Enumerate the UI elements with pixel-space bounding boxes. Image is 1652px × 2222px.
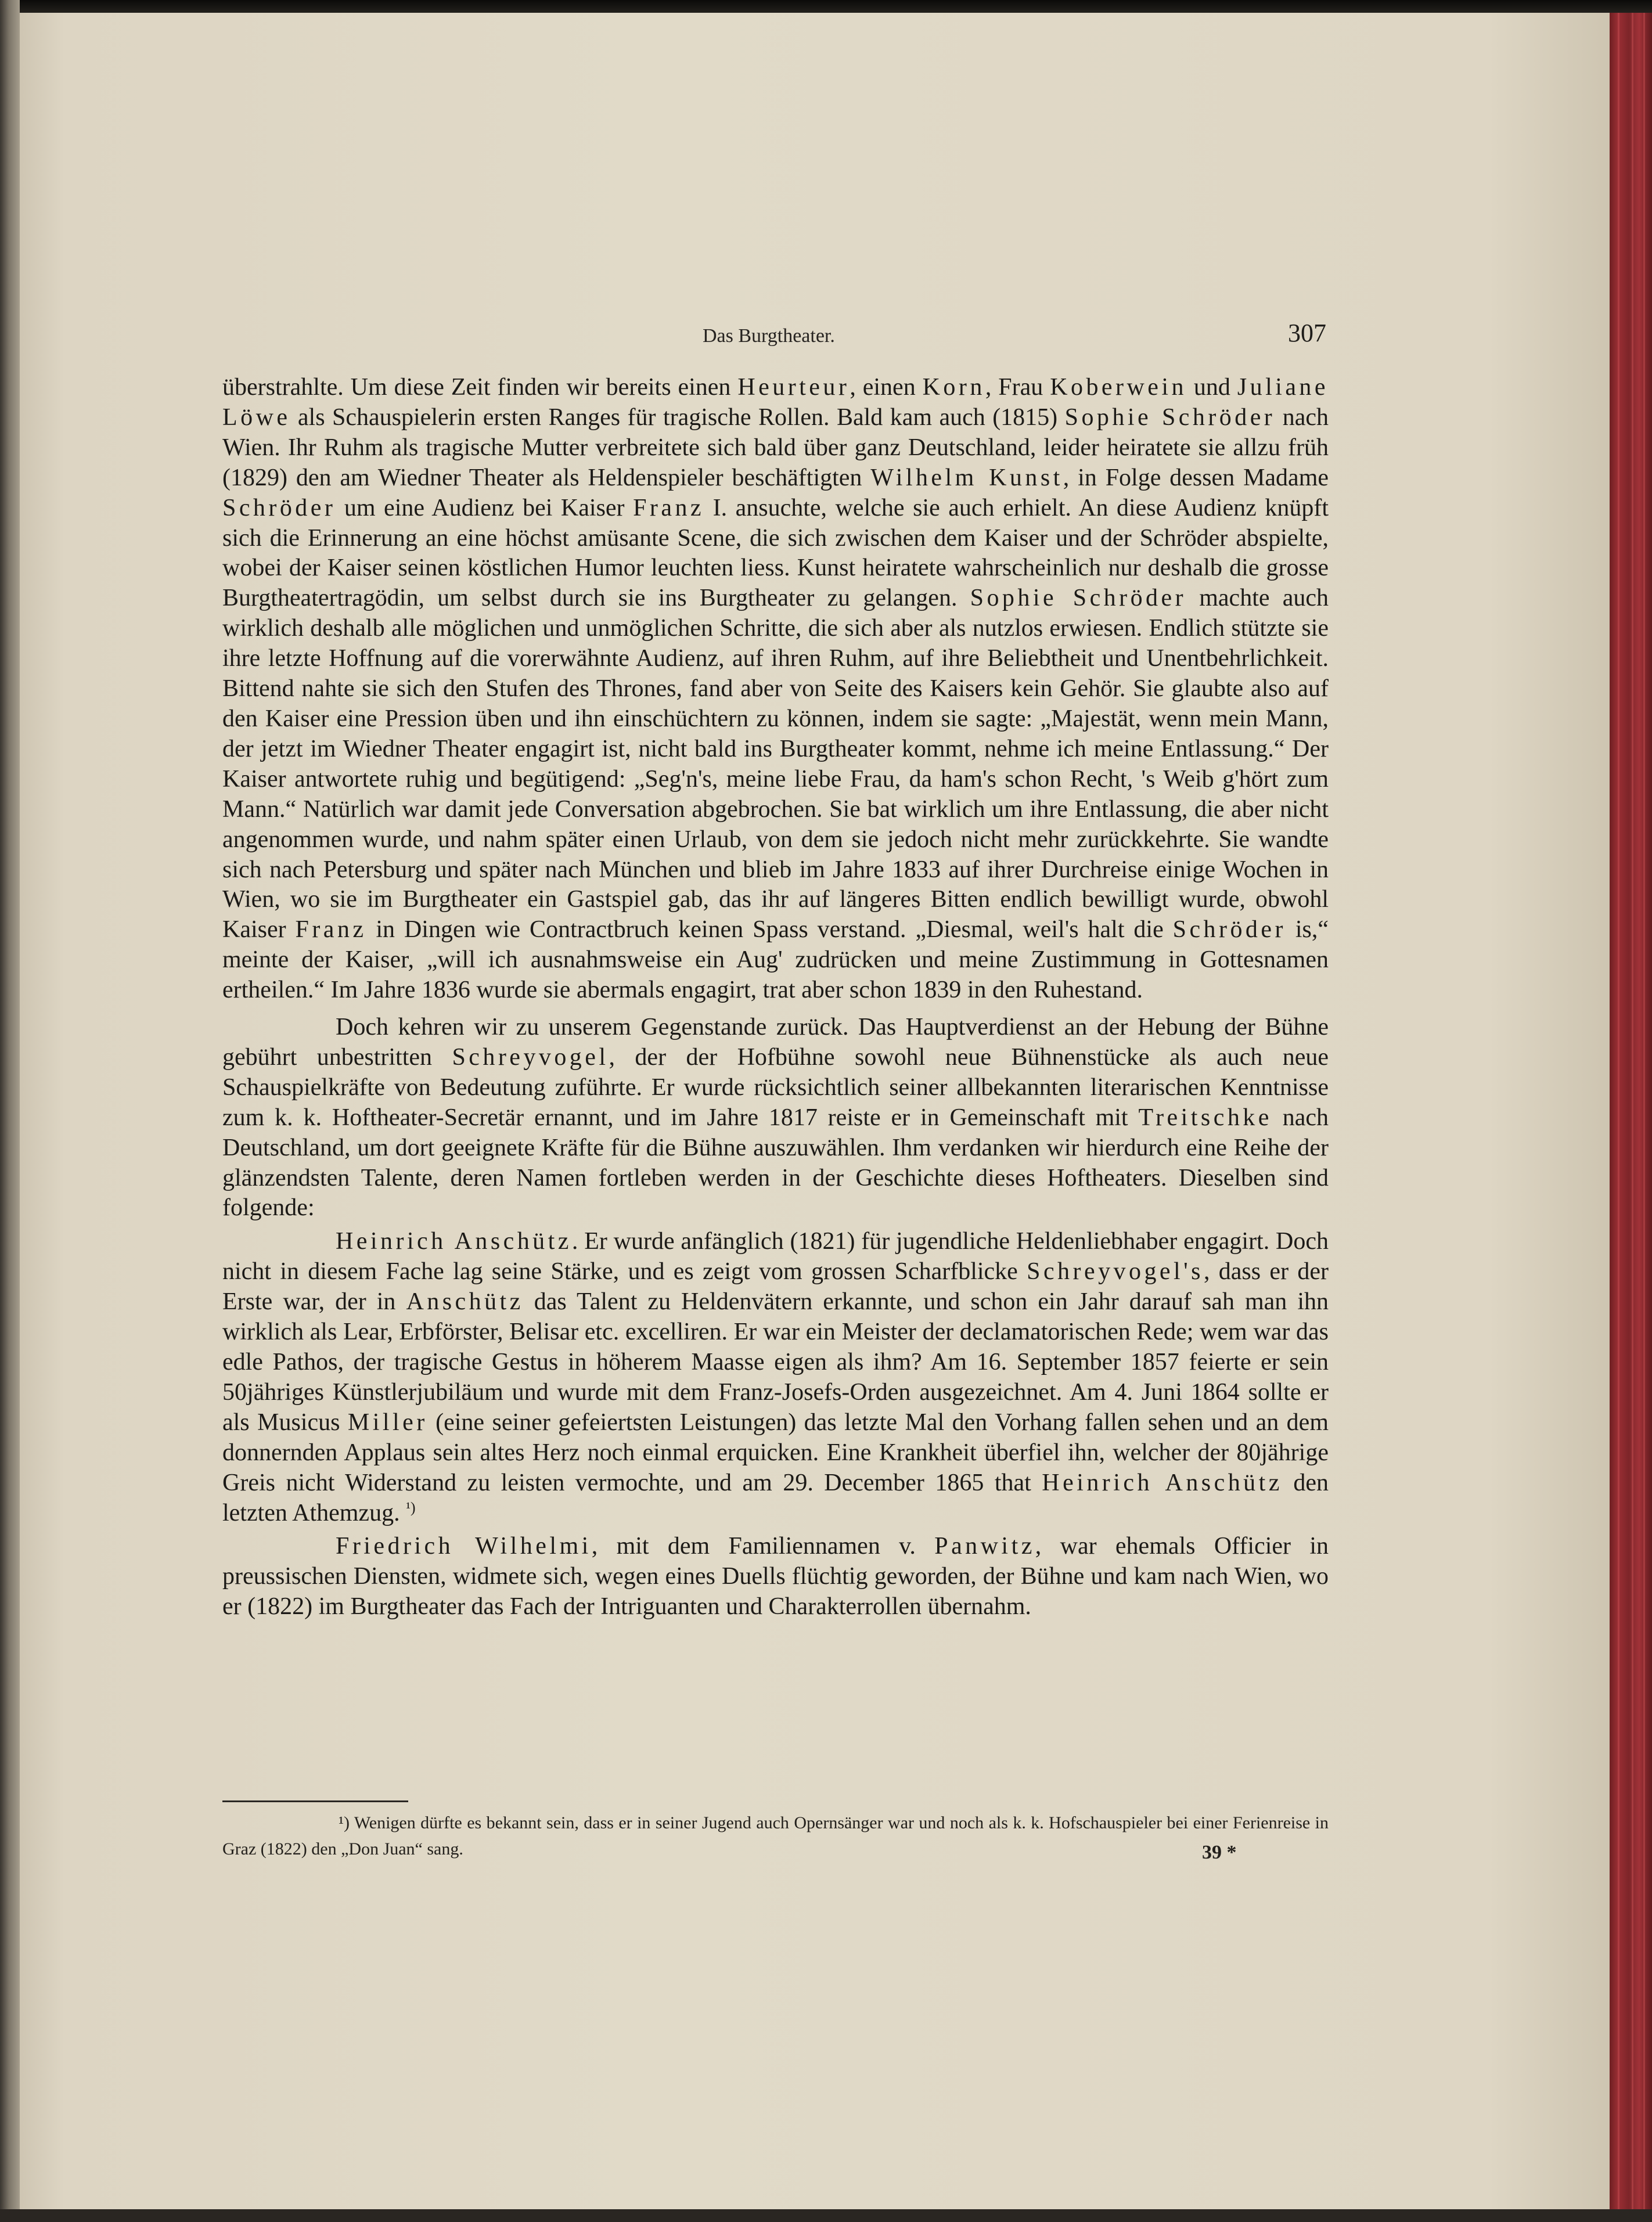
book-edge-stripe [1632,13,1633,2222]
text-run: is,“ meinte der Kaiser, „will ich ausnahmsweise ein Aug' zudrücken und meine Zustimmung in Gottesnamen ertheilen.“ Im Jahre 1836 wurde sie abermals engagirt, trat aber schon 1839 in den Ruhestand. [222,916,1329,1004]
spaced-name: Schreyvogel [452,1043,609,1071]
text-run: nach Deutschland, um dort geeignete Kräfte für die Bühne auszuwählen. Ihm verdanken wir hierdurch eine Reihe der glänzendsten Talente, deren Namen fortleben werden in der Geschichte dieses Hoftheaters. Dieselben sind folgende: [222,1104,1329,1222]
spaced-name: Treitschke [1138,1104,1272,1131]
spaced-name: Juliane Löwe [222,374,1329,431]
page-number: 307 [1288,319,1326,347]
text-run: überstrahlte. Um diese Zeit finden wir bereits einen [222,374,738,401]
footnote-text: ¹) Wenigen dürfte es bekannt sein, dass er in seiner Jugend auch Opernsänger war und noch als k. k. Hofschauspieler bei einer Ferienreise in Graz (1822) den „Don Juan“ sang. [222,1813,1329,1859]
paragraph-3 [222,1227,1329,1528]
spaced-name: Koberwein [1050,374,1187,401]
text-run: den letzten Athemzug. [222,1469,1329,1526]
text-run: machte auch wirklich deshalb alle möglichen und unmöglichen Schritte, die sich aber als nutzlos erwiesen. Endlich stützte sie ihre letzte Hoffnung auf die vorerwähnte Audienz, auf ihren Ruhm, auf ihre Beliebtheit und Unentbehrlichkeit. Bittend nahte sie sich den Stufen des Thrones, fand aber von Seite des Kaisers kein Gehör. Sie glaubte also auf den Kaiser eine Pression üben und ihn einschüchtern zu können, indem sie sagte: „Majestät, wenn mein Mann, der jetzt im Wiedner Theater engagirt ist, nicht bald ins Burgtheater kommt, nehme ich meine Entlassung.“ Der Kaiser antwortete ruhig und begütigend: „Seg'n's, meine liebe Frau, da ham's schon Recht, 's Weib g'hört zum Mann.“ Natürlich war damit jede Conversation abgebrochen. Sie bat wirklich um ihre Entlassung, die aber nicht angenommen wurde, und nahm später einen Urlaub, von dem sie jedoch nicht mehr zurückkehrte. Sie wandte sich nach Petersburg und später nach München und blieb im Jahre 1833 auf ihrer Durchreise einige Wochen in Wien, wo sie im Burgtheater ein Gastspiel gab, das ihr auf längeres Bitten endlich bewilligt wurde, obwohl Kaiser [222,585,1329,943]
text-run: und [1186,374,1237,401]
spaced-name: Wilhelm Kunst [870,464,1063,491]
text-run: das Talent zu Heldenvätern erkannte, und schon ein Jahr darauf sah man ihn wirklich als Lear, Erbförster, Belisar etc. excelliren. Er war ein Meister der declamatorischen Rede; wem war das edle Pathos, der tragische Gestus in höherem Maasse eigen als ihm? Am 16. September 1857 feierte er sein 50jähriges Künstlerjubiläum und wurde mit dem Franz-Josefs-Orden ausgezeichnet. Am 4. Juni 1864 sollte er als Musicus [222,1288,1329,1436]
spaced-name: Miller [347,1409,428,1436]
spaced-name: Friedrich Wilhelmi [336,1533,592,1560]
spaced-name: Franz [633,494,705,521]
book-edge-stripe [1643,13,1645,2222]
spaced-name: Schreyvogel's [1027,1258,1204,1285]
spaced-name: Panwitz [934,1533,1035,1560]
running-title: Das Burgtheater. [703,325,835,347]
spaced-name: Sophie Schröder [970,585,1187,612]
spaced-name: Anschütz [406,1288,524,1316]
text-run: , in Folge dessen Madame [1063,464,1329,491]
spaced-name: Schröder [1172,916,1286,943]
paragraph-2 [222,1013,1329,1223]
book-edge-red [1610,13,1652,2222]
text-run: nach Wien. Ihr Ruhm als tragische Mutter verbreitete sich bald über ganz Deutschland, leider heiratete sie allzu früh (1829) den am Wiedner Theater als Heldenspieler beschäftigten [222,404,1329,491]
footnote [222,1810,1329,1862]
text-run: , war ehemals Officier in preussischen Diensten, widmete sich, wegen eines Duells flüchtig geworden, der Bühne und kam nach Wien, wo er (1822) im Burgtheater das Fach der Intriguanten und Charakterrollen übernahm. [222,1533,1329,1620]
spaced-name: Heurteur [737,374,850,401]
footnote-rule [222,1800,408,1802]
paragraph-1 [222,373,1329,1006]
spaced-name: Heinrich Anschütz [1042,1469,1283,1496]
text-run: um eine Audienz bei Kaiser [336,494,634,521]
text-run: . Er wurde anfänglich (1821) für jugendliche Heldenliebhaber engagirt. Doch nicht in diesem Fache lag seine Stärke, und es zeigt vom grossen Scharfblicke [222,1228,1329,1285]
spaced-name: Sophie Schröder [1064,404,1276,431]
text-run: , einen [850,374,923,401]
body-text [222,373,1329,1622]
spaced-name: Korn [922,374,985,401]
spaced-name: Franz [295,916,367,943]
page-left-gutter [0,0,20,2222]
text-run: in Dingen wie Contractbruch keinen Spass verstand. „Diesmal, weil's halt die [366,916,1173,943]
printer-signature: 39 * [1202,1842,1237,1863]
spaced-name: Schröder [222,494,336,521]
text-run: , Frau [985,374,1050,401]
scan-bottom-edge [0,2209,1652,2222]
text-run: Doch kehren wir zu unserem Gegenstande zurück. Das Hauptverdienst an der Hebung der Bühne gebührt unbestritten [222,1014,1329,1071]
text-run: , dass er der Erste war, der in [222,1258,1329,1316]
footnote-reference: ¹) [406,1499,416,1516]
text-run: als Schauspielerin ersten Ranges für tragische Rollen. Bald kam auch (1815) [290,404,1065,431]
book-edge-stripe [1618,13,1619,2222]
text-run: I. ansuchte, welche sie auch erhielt. An diese Audienz knüpft sich die Erinnerung an eine höchst amüsante Scene, die sich zwischen dem Kaiser und der Schröder abspielte, wobei der Kaiser seinen köstlichen Humor leuchten liess. Kunst heiratete wahrscheinlich nur deshalb die grosse Burgtheatertragödin, um selbst durch sie ins Burgtheater zu gelangen. [222,494,1329,612]
spaced-name: Heinrich Anschütz [336,1228,572,1255]
text-run: , der der Hofbühne sowohl neue Bühnenstücke als auch neue Schauspielkräfte von Bedeutung zuführte. Er wurde rücksichtlich seiner allbekannten literarischen Kenntnisse zum k. k. Hoftheater-Secretär ernannt, und im Jahre 1817 reiste er in Gemeinschaft mit [222,1043,1329,1131]
text-run: , mit dem Familiennamen v. [591,1533,935,1560]
text-run: (eine seiner gefeiertsten Leistungen) das letzte Mal den Vorhang fallen sehen und an dem donnernden Applaus sein altes Herz noch einmal erquicken. Eine Krankheit überfiel ihn, welcher der 80jährige Greis nicht Widerstand zu leisten vermochte, und am 29. December 1865 that [222,1409,1329,1496]
paragraph-4 [222,1532,1329,1622]
